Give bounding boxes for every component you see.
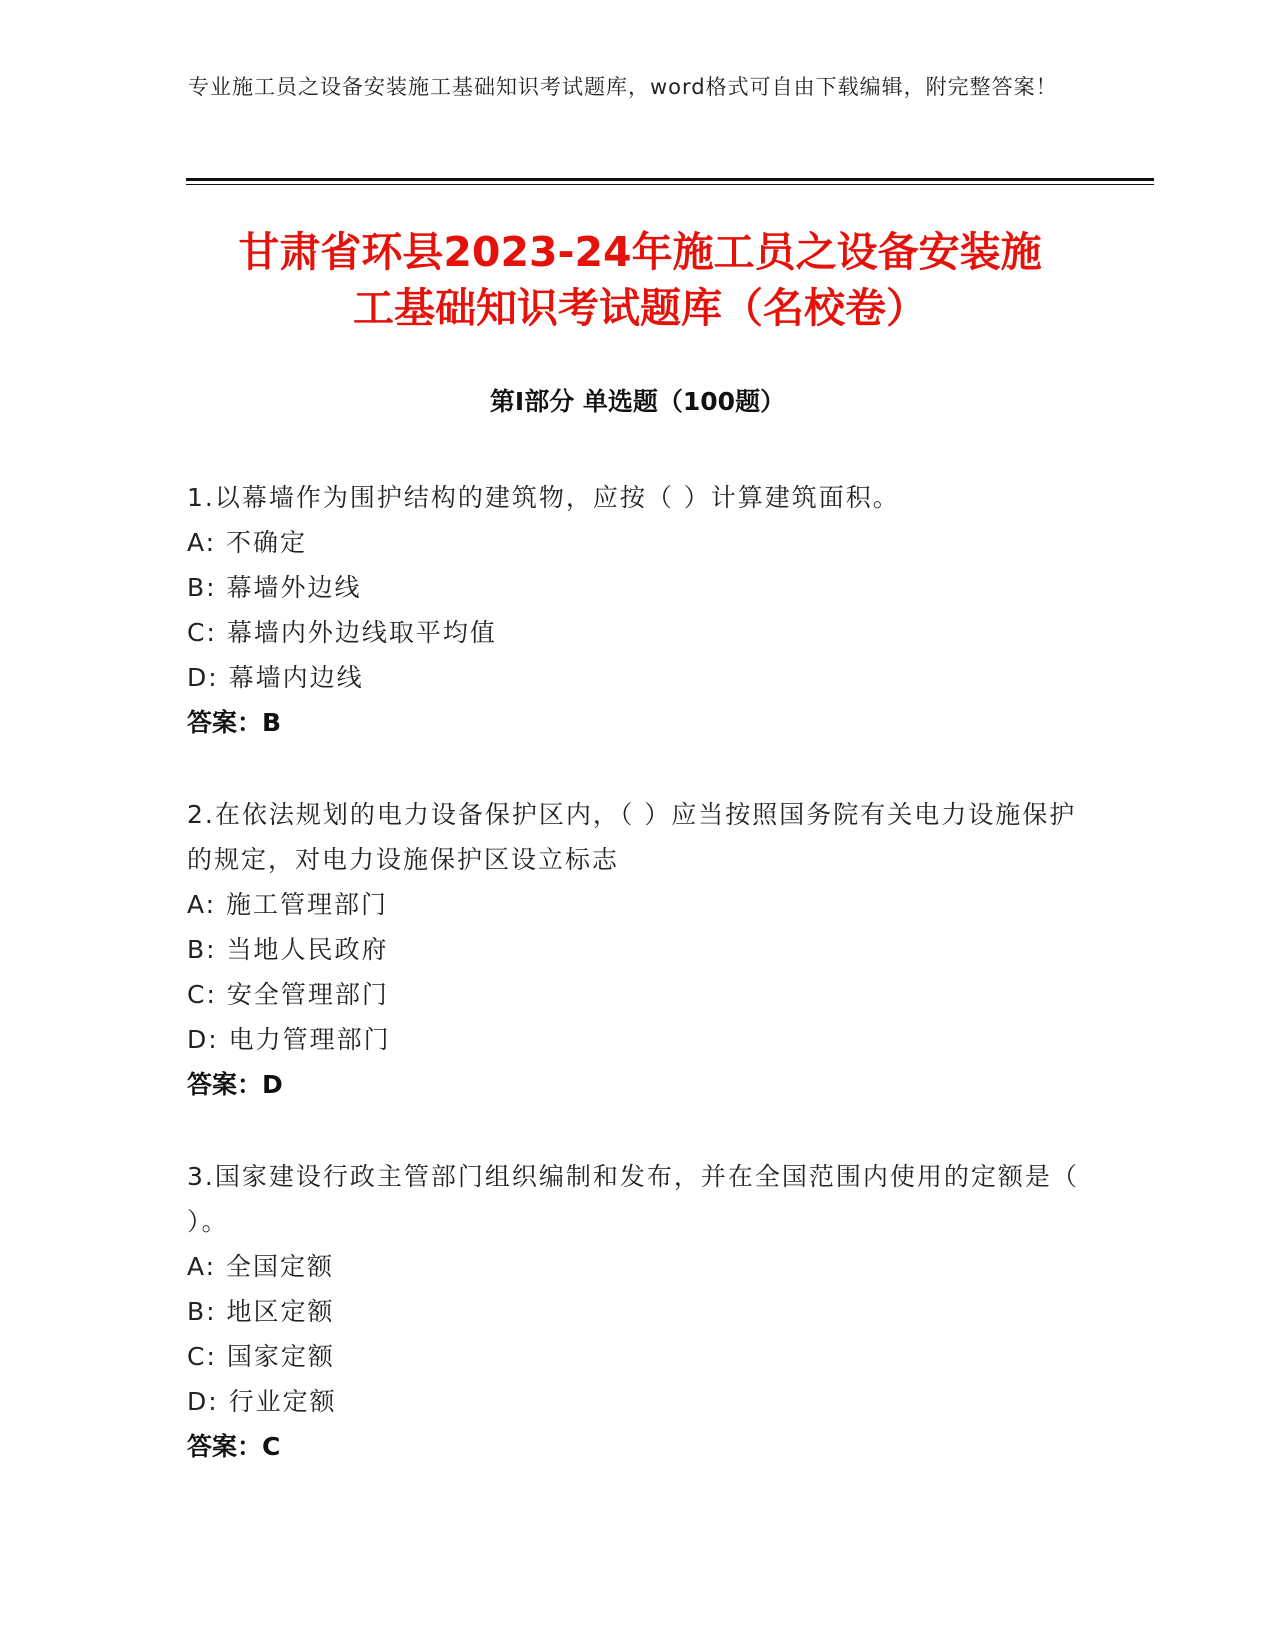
document-title-line-2: 工基础知识考试题库（名校卷）: [353, 284, 927, 332]
option-b: B: 当地人民政府: [187, 935, 389, 964]
question-stem: 3.国家建设行政主管部门组织编制和发布，并在全国范围内使用的定额是（ ）。: [187, 1162, 1079, 1236]
header-note: 专业施工员之设备安装施工基础知识考试题库，word格式可自由下载编辑，附完整答案！: [188, 75, 1058, 99]
document-title-line-1: 甘肃省环县2023-24年施工员之设备安装施: [238, 228, 1042, 276]
answer: 答案：C: [187, 1432, 281, 1461]
option-d: D: 电力管理部门: [187, 1025, 391, 1054]
option-c: C: 国家定额: [187, 1342, 335, 1371]
document-title: [140, 224, 1140, 336]
answer: 答案：D: [187, 1070, 283, 1099]
option-d: D: 幕墙内边线: [187, 663, 364, 692]
question-1: [187, 475, 1087, 745]
question-3: [187, 1154, 1087, 1469]
option-a: A: 全国定额: [187, 1252, 335, 1281]
header-divider-thick: [186, 178, 1154, 181]
option-b: B: 幕墙外边线: [187, 573, 362, 602]
question-list: [187, 475, 1087, 1516]
question-stem: 2.在依法规划的电力设备保护区内，（ ）应当按照国务院有关电力设施保护的规定，对电力设施保护区设立标志: [187, 800, 1077, 874]
option-a: A: 不确定: [187, 528, 308, 557]
question-stem: 1.以幕墙作为围护结构的建筑物，应按（ ）计算建筑面积。: [187, 483, 900, 512]
section-title: 第I部分 单选题（100题）: [489, 387, 786, 416]
header-divider-thin: [186, 184, 1154, 185]
question-2: [187, 792, 1087, 1107]
option-b: B: 地区定额: [187, 1297, 335, 1326]
option-c: C: 幕墙内外边线取平均值: [187, 618, 497, 647]
option-a: A: 施工管理部门: [187, 890, 389, 919]
option-c: C: 安全管理部门: [187, 980, 389, 1009]
answer: 答案：B: [187, 708, 282, 737]
option-d: D: 行业定额: [187, 1387, 337, 1416]
